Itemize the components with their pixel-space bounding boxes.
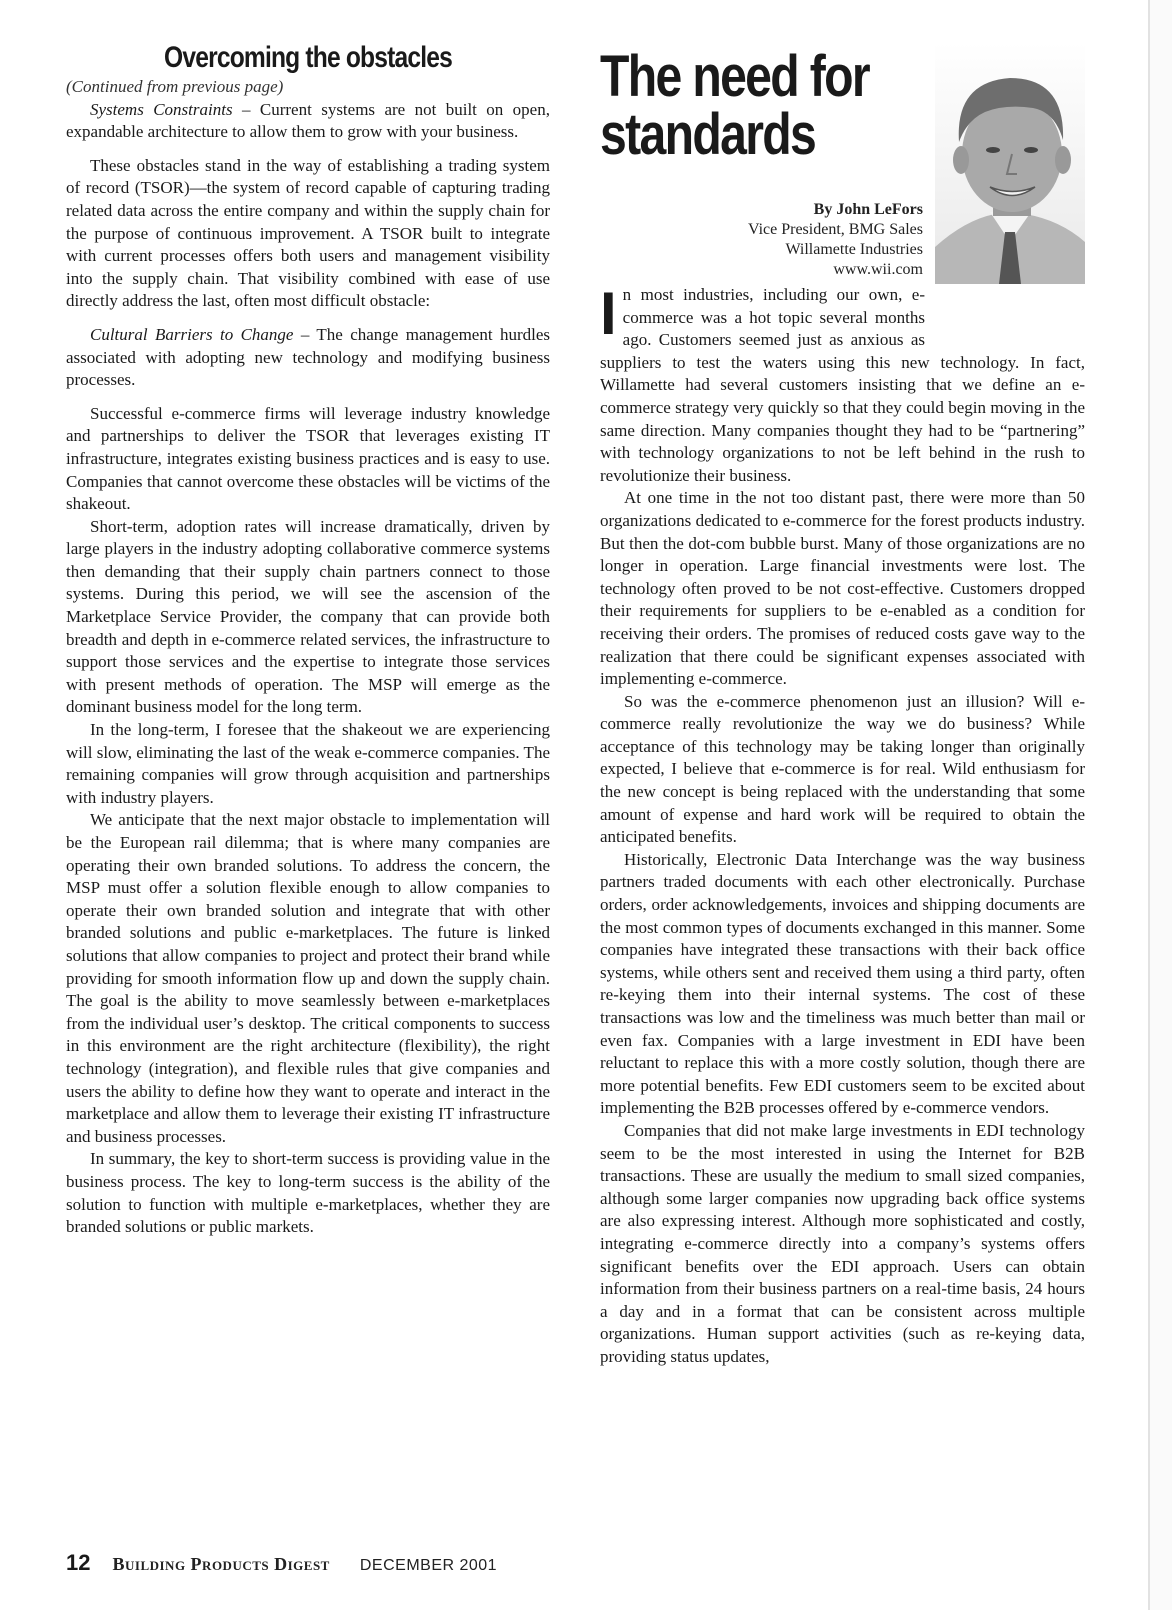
byline-url: www.wii.com — [833, 261, 923, 278]
author-photo — [935, 42, 1085, 284]
paragraph-text: – Current systems are not built on open, expandable architecture to allow them to grow with your business. — [66, 99, 550, 142]
left-column — [66, 40, 550, 1239]
section-kicker: Overcoming the obstacles — [164, 41, 452, 74]
paragraph: These obstacles stand in the way of establishing a trading system of record (TSOR)—the system of record capable of capturing trading related data across the entire company and within the supply chain for the purpose of continuous improvement. A TSOR built to integrate with current processes offers both users and management visibility into the supply chain. That visibility combined with ease of use directly address the last, often most difficult obstacle: — [66, 155, 550, 311]
byline-title: Vice President, BMG Sales — [747, 221, 923, 238]
byline — [748, 200, 923, 280]
paragraph-lead: Cultural Barriers to Change — [90, 324, 294, 344]
issue-date: DECEMBER 2001 — [359, 1557, 498, 1574]
article-headline — [600, 44, 882, 167]
continued-note: (Continued from previous page) — [66, 77, 284, 96]
paragraph: Companies that did not make large investments in EDI technology seem to be the most interested in using the Internet for B2B transactions. These are usually the medium to small sized companies, although some larger companies now upgrading back office systems are also expressing interest. Although more sophisticated and costly, integrating e-commerce directly into a company’s systems offers significant benefits over the EDI approach. Users can obtain information from their business partners on a real-time basis, 24 hours a day and in a format that can be consistent across multiple organizations. Human support activities (such as re-keying data, providing status updates, — [600, 1120, 1085, 1366]
paragraph: Historically, Electronic Data Interchange was the way business partners traded documents with each other electronically. Purchase orders, order acknowledgements, invoices and shipping documents are the most common types of documents exchanged in this manner. Some companies have integrated these transactions with their back office systems, while others sent and received them using a third party, often re-keying them into their internal systems. The cost of these transactions was low and the timeliness was much better than mail or even fax. Companies with a large investment in EDI have been reluctant to replace this with a more costly solution, though there are more potential benefits. Few EDI customers seem to be excited about implementing the B2B processes offered by e-commerce vendors. — [600, 849, 1085, 1118]
photo-ear-left — [953, 146, 969, 174]
paragraph — [66, 324, 550, 392]
headline-line-2: standards — [600, 102, 816, 167]
photo-wrap-spacer — [925, 284, 1085, 334]
article-body — [600, 280, 1085, 1369]
byline-company: Willamette Industries — [785, 241, 923, 258]
paragraph: Short-term, adoption rates will increase dramatically, driven by large players in the industry adopting collaborative commerce systems then demanding that their supply chain partners connect to those systems. During this period, we will see the ascension of the Marketplace Service Provider, the company that can provide both breadth and depth in e-commerce related services, the infrastructure to support those services and the expertise to integrate those services with present methods of operation. The MSP will emerge as the dominant business model for the long term. — [66, 516, 550, 717]
page-number: 12 — [66, 1550, 91, 1575]
photo-eye-right — [1024, 147, 1038, 153]
photo-eye-left — [986, 147, 1000, 153]
paragraph — [66, 99, 550, 144]
byline-author: By John LeFors — [813, 201, 923, 218]
headline-line-1: The need for — [600, 44, 869, 109]
paragraph: In the long-term, I foresee that the shakeout we are experiencing will slow, eliminating the last of the weak e-commerce companies. The remaining companies will grow through acquisition and partnerships with industry players. — [66, 720, 550, 807]
paragraph: At one time in the not too distant past, there were more than 50 organizations dedicated to e-commerce for the forest products industry. But then the dot-com bubble burst. Many of those organizations are no longer in operation. Large financial investments were lost. The technology often proved to be not cost-effective. Customers dropped their requirements for suppliers to be e-enabled as a condition for receiving their orders. The promises of reduced costs gave way to the realization that there could be significant expenses associated with implementing e-commerce. — [600, 488, 1085, 689]
photo-ear-right — [1055, 146, 1071, 174]
paragraph-text: n most industries, including our own, e-commerce was a hot topic several months ago. Customers seemed just as anxious as suppliers to test the waters using this new technology. In fact, Willamette had several customers insisting that we define an e-commerce strategy very quickly so that they could begin moving in the same direction. Many companies thought they had to be “partnering” with technology organizations to not be left behind in the rush to revolutionize their business. — [600, 285, 1085, 485]
paragraph-lead: Systems Constraints — [90, 99, 233, 119]
paragraph: We anticipate that the next major obstacle to implementation will be the European rail dilemma; that is where many companies are operating their own branded solutions. To address the concern, the MSP must offer a solution flexible enough to allow companies to operate their own branded solution and integrate that with other branded solutions and public e-marketplaces. The future is linked solutions that allow companies to project and protect their brand while providing for smooth information flow up and down the supply chain. The goal is the ability to move seamlessly between e-marketplaces from the individual user’s desktop. The critical components to success in this environment are the right architecture (flexibility), the right technology (integration), and flexible rules that give companies and users the ability to define how they want to operate and interact in the marketplace and allow them to leverage their existing IT infrastructure and business processes. — [66, 810, 550, 1146]
page-footer — [66, 1550, 497, 1580]
publication-name: Building Products Digest — [112, 1554, 330, 1574]
page-edge — [1148, 0, 1172, 1610]
paragraph-text: – The change management hurdles associated with adopting new technology and modifying business processes. — [66, 324, 550, 390]
paragraph: So was the e-commerce phenomenon just an illusion? Will e-commerce really revolutionize the way we do business? While acceptance of this technology may be taking longer than originally expected, I believe that e-commerce is for real. Wild enthusiasm for the new concept is being replaced with the understanding that some amount of expense and hard work will be required to obtain the anticipated benefits. — [600, 691, 1085, 847]
paragraph: In summary, the key to short-term success is providing value in the business process. The key to long-term success is the ability of the solution to function with multiple e-marketplaces, whether they are branded solutions or public markets. — [66, 1149, 550, 1237]
paragraph: Successful e-commerce firms will leverage industry knowledge and partnerships to deliver the TSOR that leverages existing IT infrastructure, integrates existing business practices and is easy to use. Companies that cannot overcome these obstacles will be victims of the shakeout. — [66, 403, 550, 514]
drop-cap: I — [600, 280, 617, 347]
